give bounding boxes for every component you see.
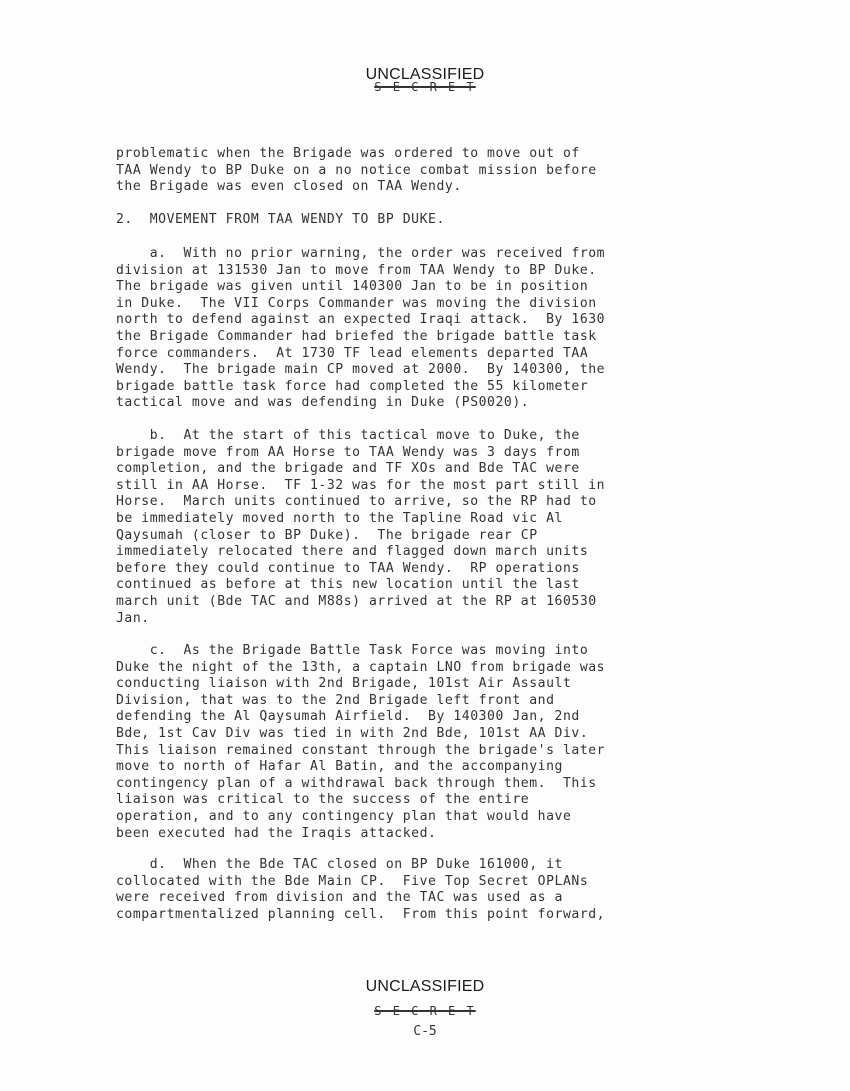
paragraph-b: b. At the start of this tactical move to Duke, the brigade move from AA Horse to TAA Wendy was 3 days from completion, and the brigade and TF XOs and Bde TAC were still in AA Horse. TF 1-32 was for the most part still in Horse. March units continued to arrive, so the RP had to be immediately moved north to the Tapline Road vic Al Qaysumah (closer to BP Duke). The brigade rear CP immediately relocated there and flagged down march units before they could continue to TAA Wendy. RP operations continued as before at this new location until the last march unit (Bde TAC and M88s) arrived at the RP at 160530 Jan. xyxy=(116,428,606,626)
paragraph-c: c. As the Brigade Battle Task Force was moving into Duke the night of the 13th, a captain LNO from brigade was conducting liaison with 2nd Brigade, 101st Air Assault Division, that was to the 2nd Brigade left front and defending the Al Qaysumah Airfield. By 140300 Jan, 2nd Bde, 1st Cav Div was tied in with 2nd Bde, 101st AA Div. This liaison remained constant through the brigade's later move to north of Hafar Al Batin, and the accompanying contingency plan of a withdrawal back through them. This liaison was critical to the success of the entire operation, and to any contingency plan that would have been executed had the Iraqis attacked. xyxy=(116,643,606,841)
footer-struck-marking: S E C R E T xyxy=(374,1004,476,1018)
footer-classification: UNCLASSIFIED xyxy=(365,978,485,995)
section-heading: 2. MOVEMENT FROM TAA WENDY TO BP DUKE. xyxy=(116,212,445,227)
paragraph-d: d. When the Bde TAC closed on BP Duke 161000, it collocated with the Bde Main CP. Five Top Secret OPLANs were received from division and the TAC was used as a compartmentalized planning cell. From this point forward, xyxy=(116,857,606,922)
header-classification: UNCLASSIFIED xyxy=(365,66,485,83)
paragraph-a: a. With no prior warning, the order was received from division at 131530 Jan to move from TAA Wendy to BP Duke. The brigade was given until 140300 Jan to be in position in Duke. The VII Corps Commander was moving the division north to defend against an expected Iraqi attack. By 1630 the Brigade Commander had briefed the brigade battle task force commanders. At 1730 TF lead elements departed TAA Wendy. The brigade main CP moved at 2000. By 140300, the brigade battle task force had completed the 55 kilometer tactical move and was defending in Duke (PS0020). xyxy=(116,246,606,411)
intro-paragraph: problematic when the Brigade was ordered to move out of TAA Wendy to BP Duke on a no notice combat mission before the Brigade was even closed on TAA Wendy. xyxy=(116,146,597,195)
page-number: C-5 xyxy=(413,1024,437,1039)
header-struck-marking: S E C R E T xyxy=(374,80,476,94)
